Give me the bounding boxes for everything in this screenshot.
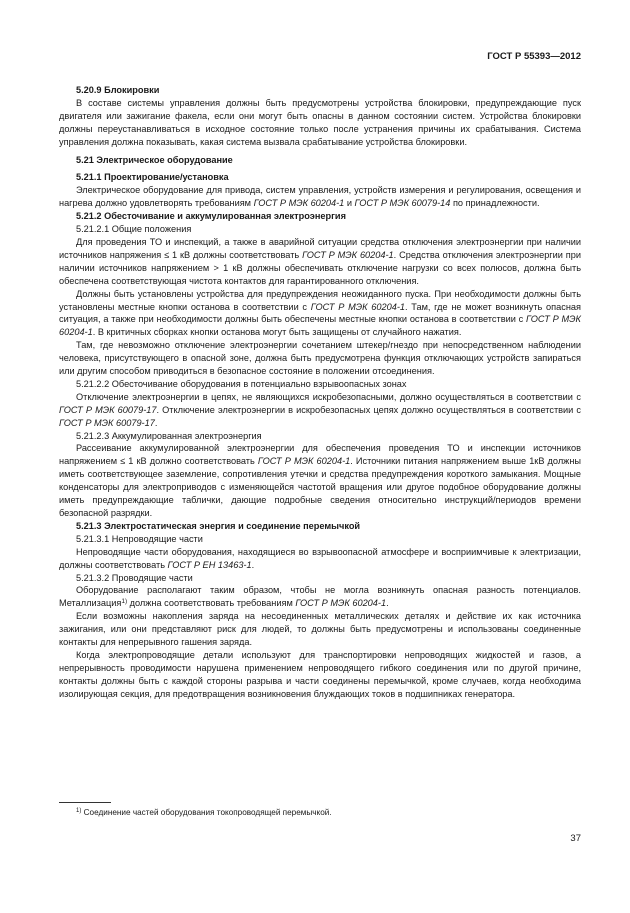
subheading-5-21-3-2: 5.21.3.2 Проводящие части (76, 572, 193, 583)
text-run: . Отключение электроэнергии в искробезопасных цепях должно осуществляться в соответствии с (156, 404, 581, 415)
footnote-divider (59, 802, 111, 803)
text-run: . (154, 417, 158, 428)
subheading-5-21-3-1: 5.21.3.1 Непроводящие части (76, 533, 203, 544)
standard-reference: ГОСТ Р МЭК 60204-1 (302, 249, 394, 260)
text-run: . В критичных сборках кнопки останова могут быть защищены от случайного нажатия. (92, 327, 462, 338)
heading-5-21-1: 5.21.1 Проектирование/установка (76, 172, 229, 183)
standard-reference: ГОСТ Р ЕН 13463-1 (167, 559, 252, 570)
paragraph-lockout: Там, где невозможно отключение электроэнергии сочетанием штекер/гнездо при непосредственном наблюдении человека, присутствующего в опасной зоне, должна быть предусмотрена функция отключающих устройств запираться или другим способом приводиться в безопасное состояние в положении отсоединения. (59, 340, 581, 377)
text-run: . (386, 598, 389, 609)
heading-5-21-3: 5.21.3 Электростатическая энергия и соединение перемычкой (76, 520, 361, 531)
document-body (59, 84, 581, 701)
standard-reference: ГОСТ Р МЭК 60079-17 (59, 404, 157, 415)
subheading-5-21-2-2: 5.21.2.2 Обесточивание оборудования в потенциально взрывоопасных зонах (76, 378, 407, 389)
text-run: Должны быть установлены устройства для предупреждения неожиданного пуска. При необходимости должны быть установлены местные кнопки останова в соответствии с (59, 288, 581, 312)
paragraph-stored-energy (59, 442, 581, 519)
standard-reference: ГОСТ Р МЭК 60204-1 (295, 598, 387, 609)
text-run: . Там, где не может возникнуть опасная ситуация, а также при необходимости должны быть обеспечены местные кнопки останова в соответствии с (59, 301, 581, 325)
text-run: и (344, 198, 355, 209)
standard-reference: ГОСТ Р МЭК 60079-14 (354, 198, 451, 209)
paragraph-explosive-zones (59, 391, 581, 430)
paragraph-conductive-parts (59, 584, 581, 610)
paragraph-design-installation (59, 184, 581, 210)
document-code: ГОСТ Р 55393—2012 (487, 51, 581, 62)
standard-reference: ГОСТ Р МЭК 60204-1 (253, 198, 345, 209)
standard-reference: ГОСТ Р МЭК 60204-1 (59, 314, 581, 338)
text-run: по принадлежности. (450, 198, 540, 209)
footnote-marker[interactable]: 1) (121, 598, 128, 606)
standard-reference: ГОСТ Р МЭК 60204-1 (257, 456, 351, 467)
standard-reference: ГОСТ Р МЭК 60204-1 (310, 301, 405, 312)
heading-5-21: 5.21 Электрическое оборудование (76, 154, 233, 165)
footnote-text: Соединение частей оборудования токопроводящей перемычкой. (83, 808, 332, 817)
text-run: Отключение электроэнергии в цепях, не являющихся искробезопасными, должно осуществляться в соответствии с (76, 391, 581, 402)
paragraph-conductive-transport: Когда электропроводящие детали используют для транспортировки непроводящих жидкостей и газов, а непрерывность проводимости нарушена применением непроводящего гибкого соединения или по другой причине, контакты должны быть с каждой стороны разрыва и части соединены перемычкой, кроме случаев, когда необходима изолирующая секция, для предотвращения возникновения блуждающих токов в подшипниках генератора. (59, 649, 581, 699)
text-run: Рассеивание аккумулированной электроэнергии для обеспечения проведения ТО и инспекции источников напряжением ≤ 1 кВ должно соответствовать (59, 443, 581, 467)
text-run: . Средства отключения электроэнергии при наличии источников напряжением > 1 кВ должны обеспечивать отключение нагрузки со всех полюсов, должна быть обеспечена соответствующая чистота контактов для гарантированного отключения. (59, 249, 581, 286)
heading-5-21-2: 5.21.2 Обесточивание и аккумулированная электроэнергия (76, 211, 346, 222)
paragraph-unexpected-start (59, 288, 581, 340)
standard-reference: ГОСТ Р МЭК 60079-17 (59, 417, 155, 428)
paragraph-interlocks: В составе системы управления должны быть предусмотрены устройства блокировки, предупреждающие пуск двигателя или зажигание факела, если они могут быть опасны в данном состоянии систем. Устройства блокировки должны переустанавливаться в исходное состояние только после устранения причины их срабатывания. Система управления должна показывать, какая система вызвала срабатывание устройства блокировки. (59, 97, 581, 147)
paragraph-charge-accumulation: Если возможны накопления заряда на несоединенных металлических деталях и действие их как источника зажигания, или они представляют риск для людей, то должны быть предусмотрены и использованы соединенные контакты для непрерывного гашения заряда. (59, 611, 581, 648)
subheading-5-21-2-3: 5.21.2.3 Аккумулированная электроэнергия (76, 430, 262, 441)
text-run: Для проведения ТО и инспекций, а также в аварийной ситуации средства отключения электроэнергии при наличии источников напряжения ≤ 1 кВ должны соответствовать (59, 236, 581, 260)
page-number: 37 (570, 833, 581, 844)
heading-5-20-9: 5.20.9 Блокировки (76, 85, 160, 95)
paragraph-nonconductive-parts (59, 546, 581, 572)
text-run: должна соответствовать требованиям (127, 598, 296, 609)
subheading-5-21-2-1: 5.21.2.1 Общие положения (76, 224, 192, 235)
footnote (76, 808, 332, 817)
paragraph-disconnect-means (59, 236, 581, 288)
text-run: Оборудование располагают таким образом, чтобы не могла возникнуть опасная разность потенциалов. Металлизация (59, 585, 581, 609)
footnote-mark: 1) (76, 808, 82, 814)
text-run: . (251, 559, 255, 570)
text-run: Непроводящие части оборудования, находящиеся во взрывоопасной атмосфере и восприимчивые к электризации, должны соответствовать (59, 546, 581, 570)
text-run: . Источники питания напряжением выше 1кВ должны иметь соответствующее заземление, сопротивления утечки и средства предупреждения короткого замыкания. Мощные конденсаторы для электроприводов с изменяющейся частотой вращения или другое подобное оборудование должны иметь предупреждающие таблички, дающие подробные сведения относительно инструкций/периодов времени безопасной разрядки. (59, 456, 582, 518)
text-run: Электрическое оборудование для привода, систем управления, устройств измерения и регулирования, освещения и нагрева должно удовлетворять требованиям (59, 185, 581, 209)
